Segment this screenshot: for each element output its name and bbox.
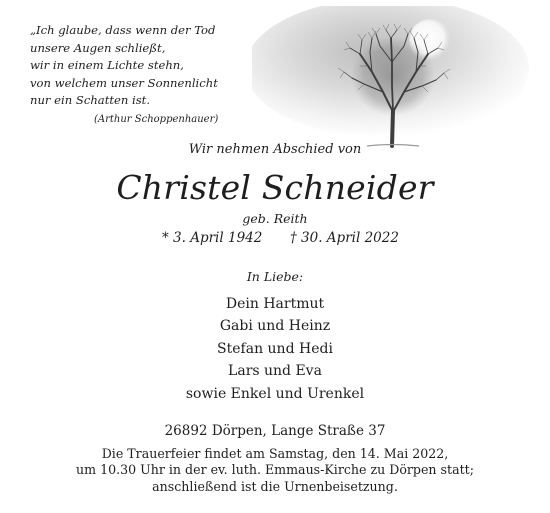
ceremony-info [0, 446, 550, 495]
mourner-name: Dein Hartmut [225, 296, 325, 312]
quote-line: „Ich glaube, dass wenn der Tod [30, 23, 216, 37]
bare-tree-moon-image [252, 6, 532, 156]
quote-line: wir in einem Lichte stehn, [30, 58, 184, 73]
ceremony-line: Die Trauerfeier findet am Samstag, den 14. Mai 2022, [101, 446, 449, 461]
deceased-name: Christel Schneider [116, 168, 434, 207]
birth-date: * 3. April 1942 [162, 230, 263, 246]
quote-block [30, 22, 260, 128]
mourner-name: Lars und Eva [228, 363, 322, 380]
mourner-name: Gabi und Heinz [219, 318, 331, 335]
quote-line: unsere Augen schließt, [30, 40, 166, 55]
intro-text: Wir nehmen Abschied von [188, 142, 362, 157]
mourner-name: Stefan und Hedi [217, 340, 333, 357]
mourners-heading: In Liebe: [246, 269, 304, 284]
address: 26892 Dörpen, Lange Straße 37 [164, 423, 386, 439]
quote-line: nur ein Schatten ist. [30, 93, 151, 108]
quote-author: (Arthur Schoppenhauer) [94, 113, 219, 125]
death-date: † 30. April 2022 [290, 230, 399, 246]
ceremony-line: anschließend ist die Urnenbeisetzung. [152, 478, 398, 494]
mourners-list [0, 293, 550, 405]
mourner-name: sowie Enkel und Urenkel [185, 385, 365, 402]
ceremony-line: um 10.30 Uhr in der ev. luth. Emmaus-Kirche zu Dörpen statt; [76, 462, 474, 478]
maiden-name: geb. Reith [242, 211, 308, 226]
quote-line: von welchem unser Sonnenlicht [30, 75, 218, 90]
